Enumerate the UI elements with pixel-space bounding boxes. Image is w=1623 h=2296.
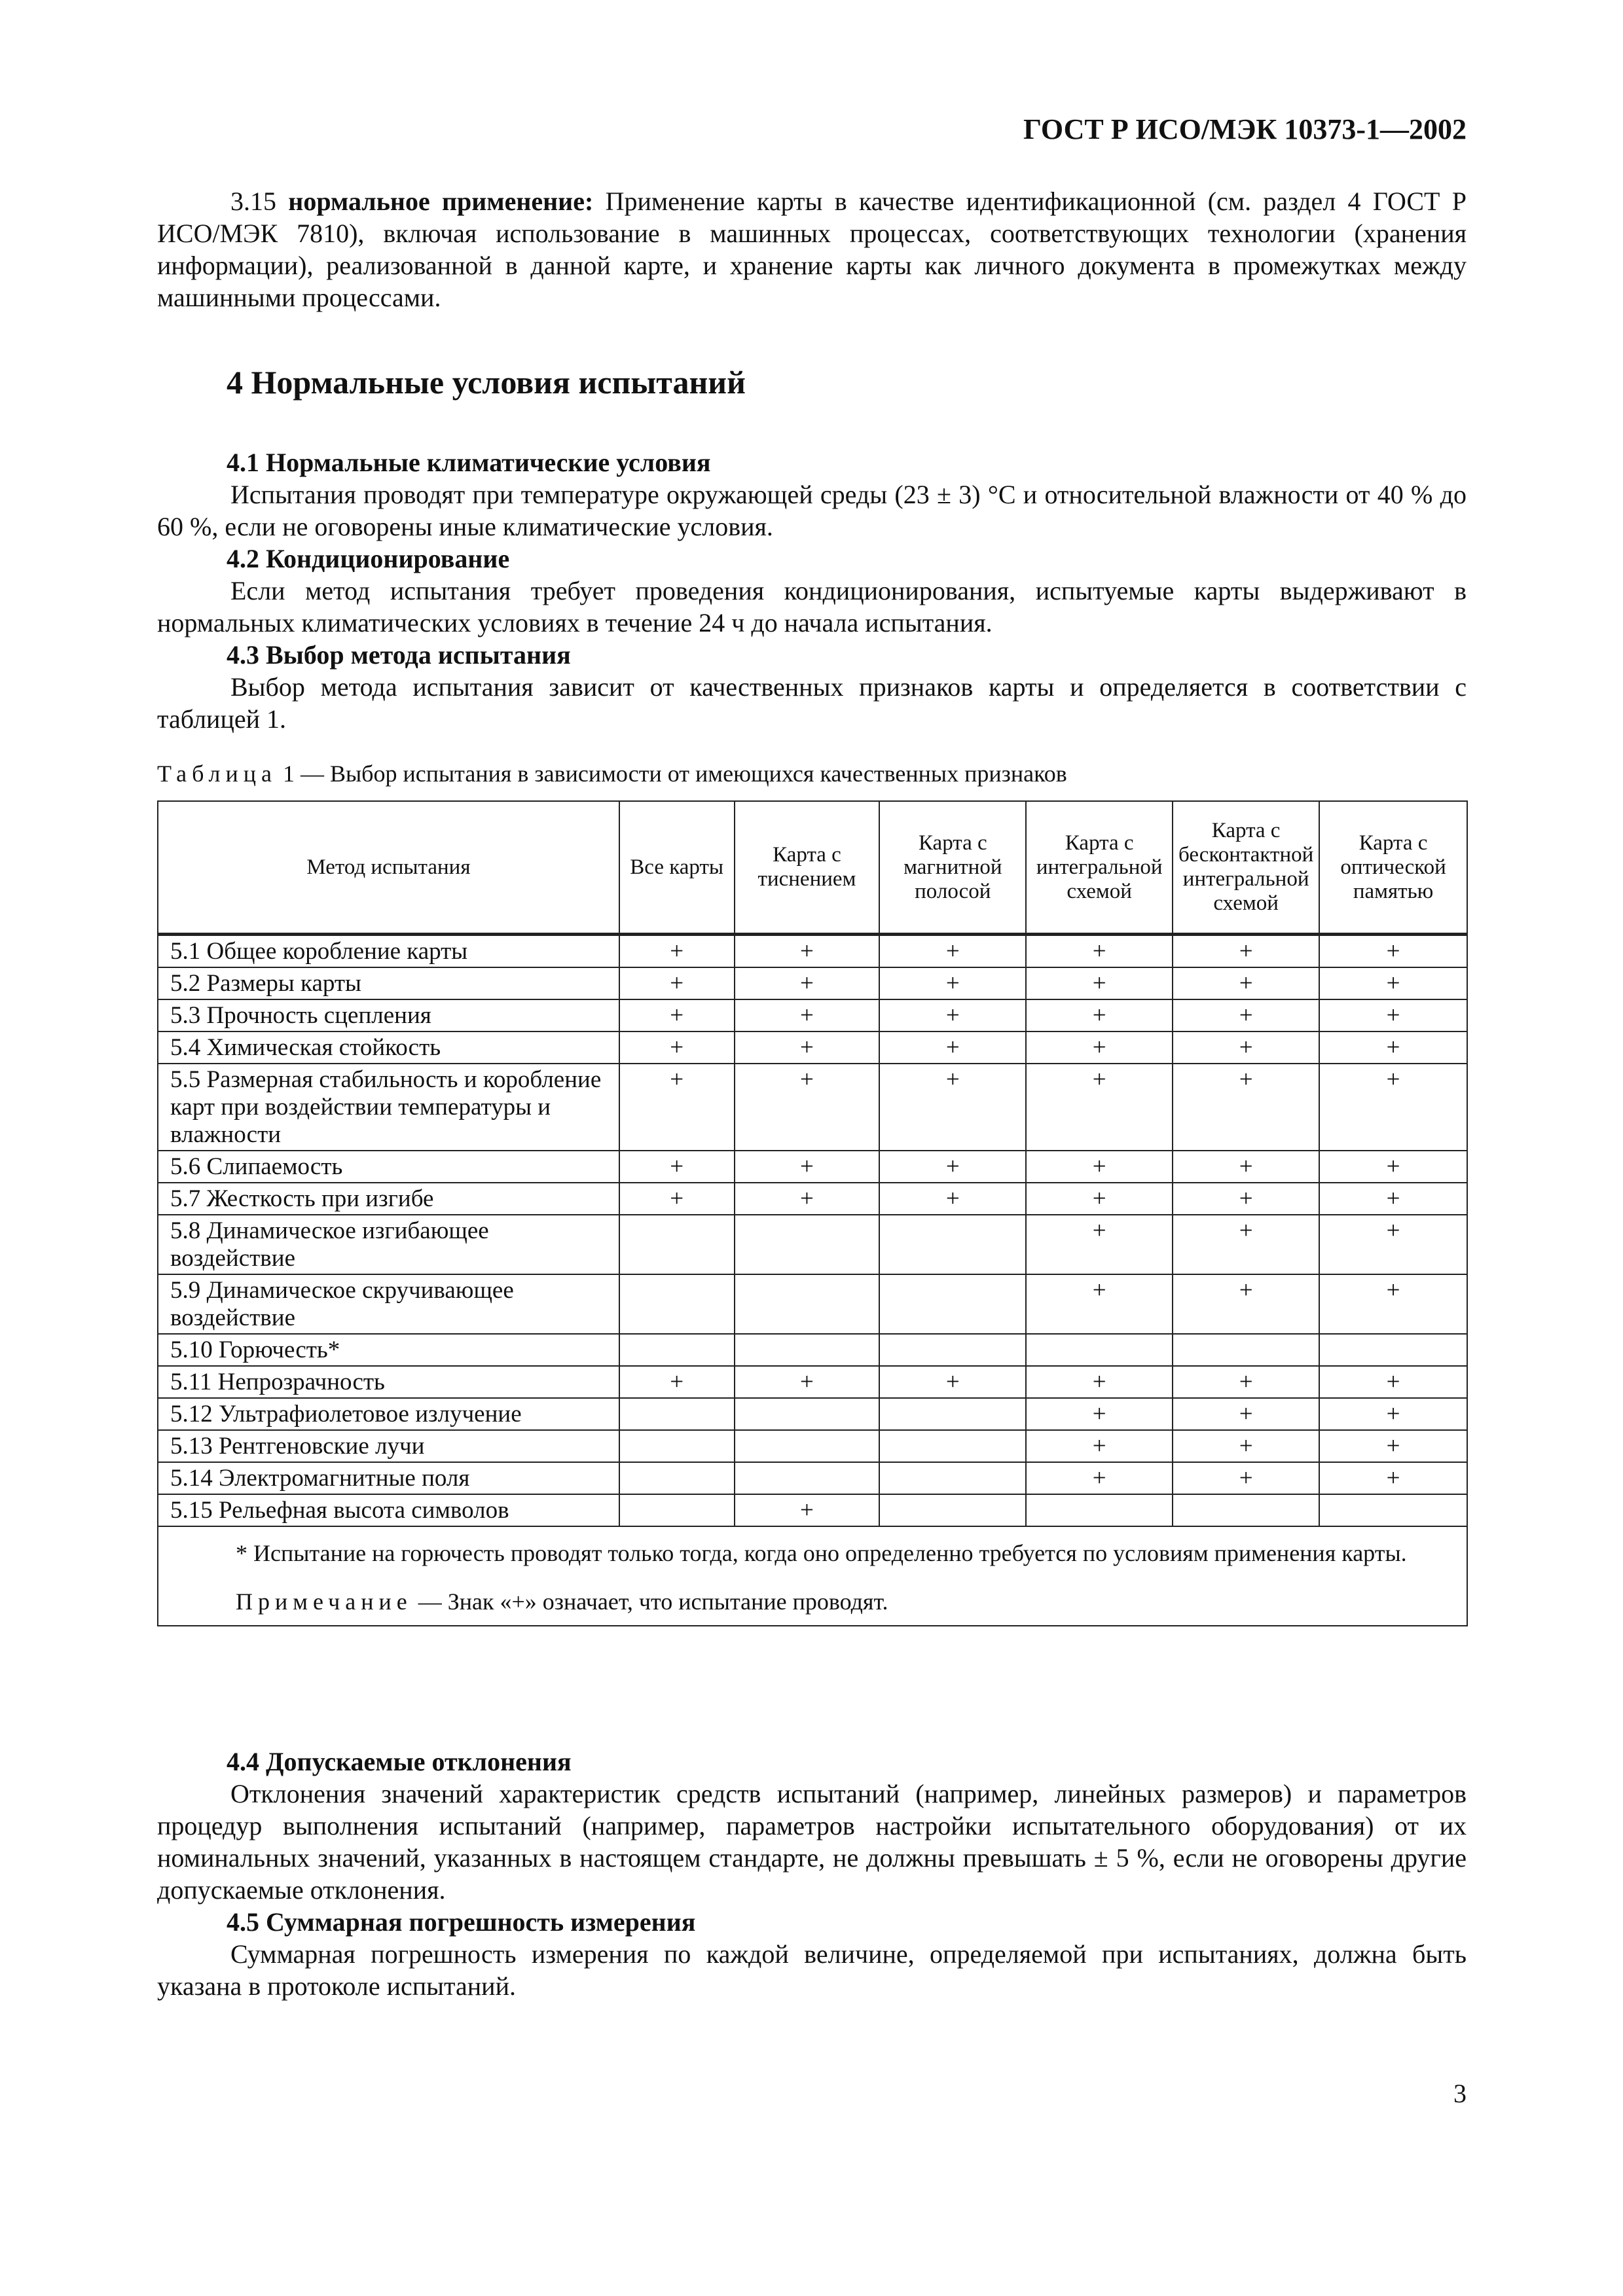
test-method-cell: 5.13 Рентгеновские лучи <box>158 1430 619 1462</box>
applicability-cell: + <box>735 1151 880 1183</box>
applicability-cell: + <box>735 1183 880 1215</box>
section-title: 4 Нормальные условия испытаний <box>227 364 746 401</box>
applicability-cell: + <box>619 1366 735 1398</box>
applicability-cell: + <box>619 1183 735 1215</box>
table-row <box>158 999 1467 1031</box>
table-row <box>158 1215 1467 1274</box>
table-row <box>158 1430 1467 1462</box>
applicability-cell: + <box>879 1183 1026 1215</box>
applicability-cell: + <box>735 967 880 999</box>
test-method-cell: 5.7 Жесткость при изгибе <box>158 1183 619 1215</box>
applicability-cell: + <box>1319 999 1467 1031</box>
test-method-cell: 5.12 Ультрафиолетовое излучение <box>158 1398 619 1430</box>
subsection-text-4-3: Выбор метода испытания зависит от качественных признаков карты и определяется в соответствии с таблицей 1. <box>157 672 1467 734</box>
table-row <box>158 1151 1467 1183</box>
applicability-cell: + <box>1026 1151 1173 1183</box>
subsection-title-4-4: 4.4 Допускаемые отклонения <box>227 1747 572 1776</box>
applicability-cell <box>619 1430 735 1462</box>
applicability-cell: + <box>1026 1031 1173 1064</box>
column-header-card-type: Карта с магнитной полосой <box>879 801 1026 935</box>
column-header-card-type: Карта с оптической памятью <box>1319 801 1467 935</box>
applicability-cell: + <box>1319 1183 1467 1215</box>
table-row <box>158 1031 1467 1064</box>
table-row <box>158 1064 1467 1151</box>
applicability-cell <box>879 1430 1026 1462</box>
subsection-title-4-3: 4.3 Выбор метода испытания <box>227 640 571 670</box>
applicability-cell <box>735 1215 880 1274</box>
test-method-cell: 5.6 Слипаемость <box>158 1151 619 1183</box>
test-method-cell: 5.1 Общее коробление карты <box>158 935 619 968</box>
test-method-cell: 5.11 Непрозрачность <box>158 1366 619 1398</box>
applicability-cell: + <box>735 1494 880 1526</box>
applicability-cell <box>735 1334 880 1366</box>
table-row <box>158 935 1467 968</box>
applicability-cell <box>619 1398 735 1430</box>
applicability-cell: + <box>1319 1215 1467 1274</box>
applicability-cell: + <box>735 935 880 968</box>
term-text: Применение карты в качестве идентификационной (см. раздел 4 ГОСТ Р ИСО/МЭК 7810), включая использование в машинных процессах, соответствующих технологии (хранения информации), реализованной в данной карте, и хранение карты как личного документа в промежутках между машинными процессами. <box>157 187 1467 312</box>
applicability-cell: + <box>1026 1274 1173 1334</box>
table-row <box>158 1398 1467 1430</box>
column-header-card-type: Карта с бесконтактной интегральной схемой <box>1173 801 1319 935</box>
applicability-cell: + <box>1173 1430 1319 1462</box>
applicability-cell <box>879 1334 1026 1366</box>
applicability-cell: + <box>735 1031 880 1064</box>
applicability-cell: + <box>1026 935 1173 968</box>
test-method-cell: 5.8 Динамическое изгибающее воздействие <box>158 1215 619 1274</box>
applicability-cell <box>879 1398 1026 1430</box>
applicability-cell: + <box>879 1366 1026 1398</box>
applicability-cell: + <box>1026 1430 1173 1462</box>
table-remark <box>236 1587 1461 1616</box>
applicability-cell: + <box>1026 999 1173 1031</box>
page-number: 3 <box>1453 2079 1467 2108</box>
column-header-card-type: Карта с интегральной схемой <box>1026 801 1173 935</box>
applicability-cell: + <box>619 935 735 968</box>
applicability-cell <box>619 1215 735 1274</box>
applicability-cell: + <box>1319 1366 1467 1398</box>
applicability-cell <box>1026 1494 1173 1526</box>
subsections-4-4-to-4-5 <box>157 1746 1467 2002</box>
applicability-cell: + <box>879 999 1026 1031</box>
applicability-cell: + <box>1319 1398 1467 1430</box>
applicability-cell <box>879 1462 1026 1494</box>
applicability-cell: + <box>1319 1462 1467 1494</box>
test-method-cell: 5.2 Размеры карты <box>158 967 619 999</box>
applicability-cell <box>879 1494 1026 1526</box>
table-notes-row <box>158 1526 1467 1626</box>
remark-word: Примечание <box>236 1588 412 1615</box>
table-row <box>158 1274 1467 1334</box>
applicability-cell <box>735 1274 880 1334</box>
table-caption <box>157 759 1067 788</box>
test-method-cell: 5.14 Электромагнитные поля <box>158 1462 619 1494</box>
column-header-method: Метод испытания <box>158 801 619 935</box>
applicability-cell: + <box>1319 935 1467 968</box>
applicability-cell: + <box>1026 1398 1173 1430</box>
table-notes-cell <box>158 1526 1467 1626</box>
applicability-cell <box>735 1430 880 1462</box>
subsection-title-4-1: 4.1 Нормальные климатические условия <box>227 448 711 477</box>
column-header-card-type: Все карты <box>619 801 735 935</box>
table-row <box>158 1494 1467 1526</box>
applicability-cell: + <box>1173 1462 1319 1494</box>
subsection-text-4-4: Отклонения значений характеристик средств испытаний (например, линейных размеров) и параметров процедур выполнения испытаний (например, параметров настройки испытательного оборудования) от их номинальных значений, указанных в настоящем стандарте, не должны превышать ± 5 %, если не оговорены другие допускаемые отклонения. <box>157 1779 1467 1905</box>
applicability-cell <box>1173 1494 1319 1526</box>
table-header-row <box>158 801 1467 935</box>
table-footnote: * Испытание на горючесть проводят только тогда, когда оно определенно требуется по условиям применения карты. <box>236 1540 1407 1566</box>
subsection-title-4-2: 4.2 Кондиционирование <box>227 544 510 573</box>
applicability-cell: + <box>879 967 1026 999</box>
applicability-cell <box>619 1334 735 1366</box>
test-method-cell: 5.9 Динамическое скручивающее воздействие <box>158 1274 619 1334</box>
applicability-cell: + <box>879 935 1026 968</box>
table-row <box>158 1366 1467 1398</box>
applicability-cell: + <box>1173 1151 1319 1183</box>
applicability-cell <box>735 1462 880 1494</box>
applicability-cell <box>879 1215 1026 1274</box>
applicability-cell: + <box>1319 1151 1467 1183</box>
applicability-cell <box>1319 1334 1467 1366</box>
test-method-cell: 5.15 Рельефная высота символов <box>158 1494 619 1526</box>
applicability-cell: + <box>619 1151 735 1183</box>
table-caption-text: 1 — Выбор испытания в зависимости от имеющихся качественных признаков <box>282 761 1067 787</box>
applicability-cell <box>1319 1494 1467 1526</box>
term-name: нормальное применение: <box>288 187 594 216</box>
applicability-cell: + <box>619 1064 735 1151</box>
standard-header: ГОСТ Р ИСО/МЭК 10373-1—2002 <box>1023 113 1467 145</box>
applicability-cell: + <box>1173 999 1319 1031</box>
applicability-cell: + <box>1026 967 1173 999</box>
column-header-card-type: Карта с тиснением <box>735 801 880 935</box>
subsection-text-4-1: Испытания проводят при температуре окружающей среды (23 ± 3) °С и относительной влажности от 40 % до 60 %, если не оговорены иные климатические условия. <box>157 480 1467 541</box>
table-row <box>158 967 1467 999</box>
table-row <box>158 1334 1467 1366</box>
applicability-cell: + <box>735 1366 880 1398</box>
subsections-4-1-to-4-3 <box>157 446 1467 735</box>
test-method-cell: 5.3 Прочность сцепления <box>158 999 619 1031</box>
applicability-cell: + <box>879 1064 1026 1151</box>
subsection-text-4-2: Если метод испытания требует проведения кондиционирования, испытуемые карты выдерживают в нормальных климатических условиях в течение 24 ч до начала испытания. <box>157 576 1467 637</box>
applicability-cell: + <box>1026 1064 1173 1151</box>
test-method-cell: 5.5 Размерная стабильность и коробление карт при воздействии температуры и влажности <box>158 1064 619 1151</box>
remark-text: — Знак «+» означает, что испытание проводят. <box>418 1588 888 1615</box>
applicability-cell: + <box>619 1031 735 1064</box>
table-caption-word: Таблица <box>157 761 277 787</box>
applicability-cell <box>879 1274 1026 1334</box>
applicability-cell: + <box>1319 1031 1467 1064</box>
applicability-cell: + <box>1319 1430 1467 1462</box>
applicability-cell: + <box>879 1151 1026 1183</box>
test-selection-table <box>157 800 1468 1626</box>
applicability-cell: + <box>1026 1183 1173 1215</box>
applicability-cell: + <box>619 967 735 999</box>
applicability-cell <box>1026 1334 1173 1366</box>
applicability-cell <box>1173 1334 1319 1366</box>
applicability-cell: + <box>1026 1366 1173 1398</box>
applicability-cell: + <box>735 1064 880 1151</box>
applicability-cell: + <box>1173 1064 1319 1151</box>
applicability-cell: + <box>1319 1064 1467 1151</box>
applicability-cell <box>735 1398 880 1430</box>
term-definition <box>157 185 1467 314</box>
applicability-cell: + <box>1173 967 1319 999</box>
applicability-cell: + <box>1319 967 1467 999</box>
applicability-cell <box>619 1274 735 1334</box>
table-row <box>158 1183 1467 1215</box>
applicability-cell: + <box>1173 1215 1319 1274</box>
table-body <box>158 935 1467 1527</box>
applicability-cell <box>619 1494 735 1526</box>
test-method-cell: 5.10 Горючесть* <box>158 1334 619 1366</box>
applicability-cell: + <box>879 1031 1026 1064</box>
applicability-cell: + <box>1173 935 1319 968</box>
subsection-text-4-5: Суммарная погрешность измерения по каждой величине, определяемой при испытаниях, должна быть указана в протоколе испытаний. <box>157 1939 1467 2001</box>
subsection-title-4-5: 4.5 Суммарная погрешность измерения <box>227 1907 696 1937</box>
applicability-cell: + <box>1173 1031 1319 1064</box>
applicability-cell <box>619 1462 735 1494</box>
table-row <box>158 1462 1467 1494</box>
applicability-cell: + <box>1173 1398 1319 1430</box>
applicability-cell: + <box>1173 1366 1319 1398</box>
applicability-cell: + <box>1319 1274 1467 1334</box>
test-method-cell: 5.4 Химическая стойкость <box>158 1031 619 1064</box>
term-number: 3.15 <box>230 187 276 216</box>
applicability-cell: + <box>1026 1462 1173 1494</box>
applicability-cell: + <box>735 999 880 1031</box>
applicability-cell: + <box>1173 1183 1319 1215</box>
applicability-cell: + <box>1173 1274 1319 1334</box>
applicability-cell: + <box>619 999 735 1031</box>
applicability-cell: + <box>1026 1215 1173 1274</box>
